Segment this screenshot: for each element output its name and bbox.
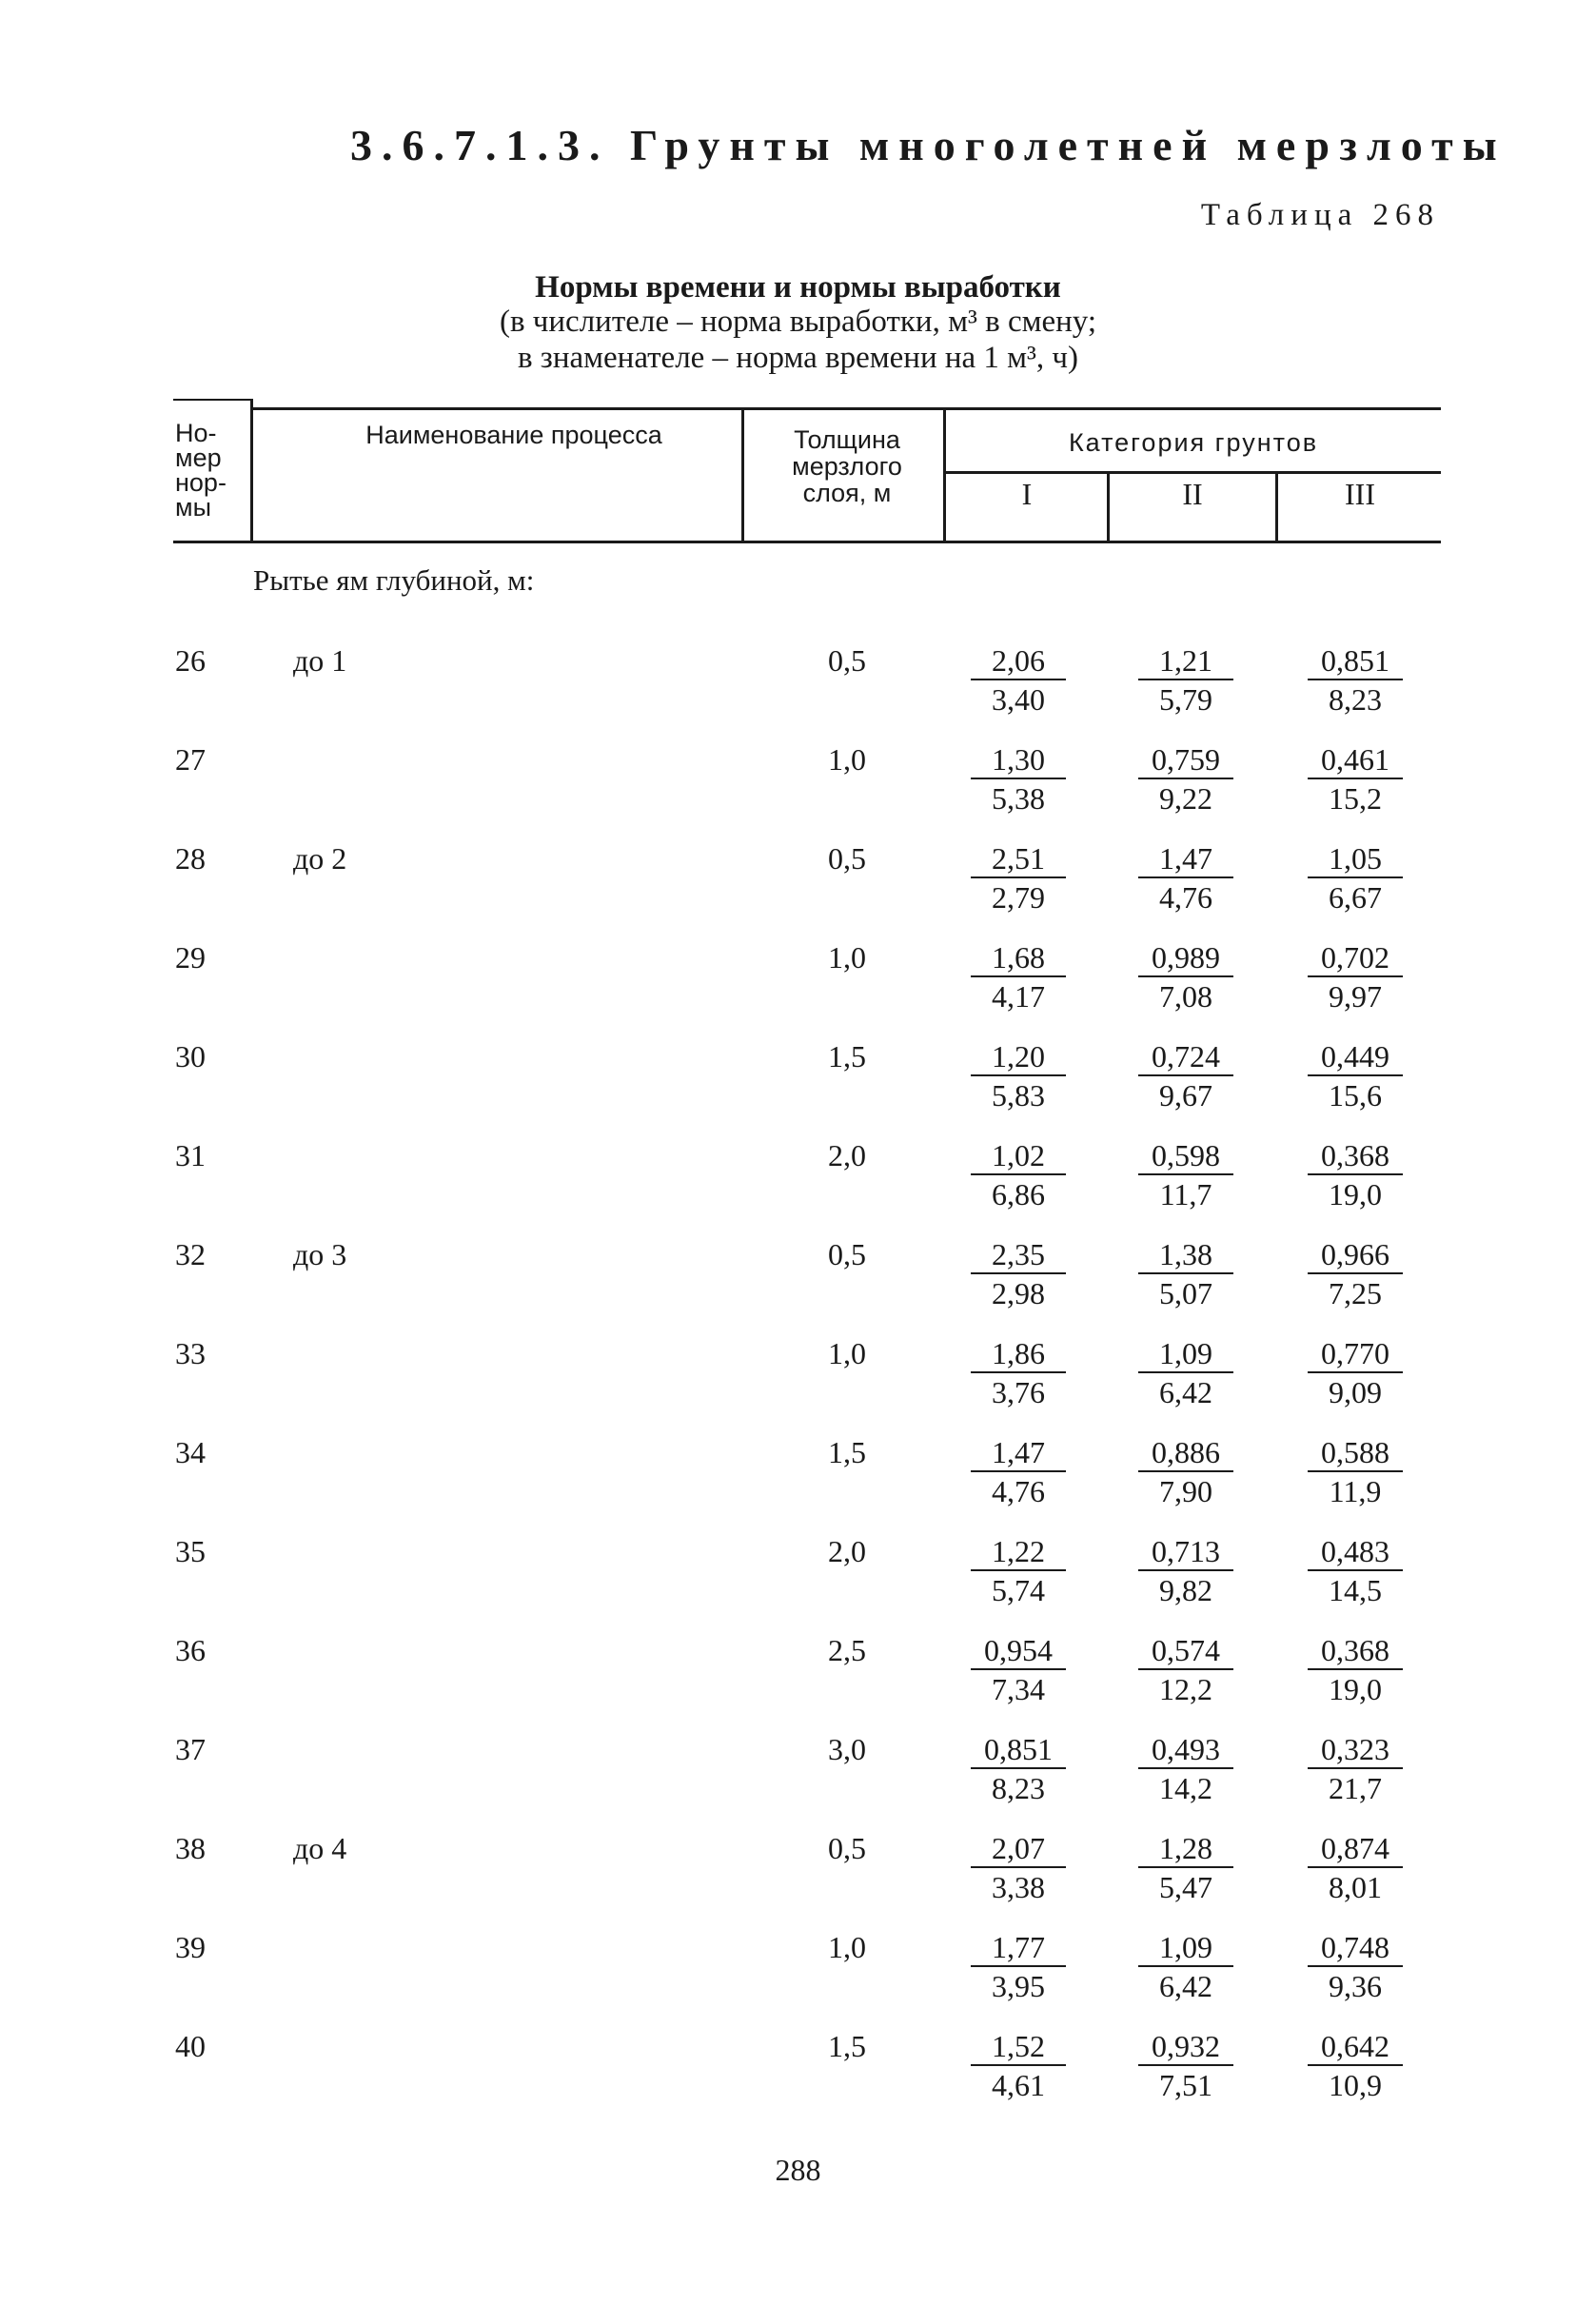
table-row [0, 1435, 1596, 1534]
output-rate: 0,588 [1308, 1435, 1403, 1472]
norm-number: 31 [175, 1138, 206, 1172]
norm-number: 38 [175, 1831, 206, 1865]
category-i-value [971, 841, 1066, 915]
time-rate: 7,08 [1159, 979, 1212, 1014]
time-rate: 3,76 [992, 1375, 1045, 1409]
frozen-layer-thickness: 2,5 [828, 1633, 866, 1667]
time-rate: 5,47 [1159, 1870, 1212, 1904]
norm-number: 28 [175, 841, 206, 876]
table-row [0, 1039, 1596, 1138]
page-number: 288 [775, 2153, 821, 2187]
table-header-bottom-rule [173, 541, 1441, 543]
time-rate: 11,7 [1159, 1177, 1212, 1211]
norm-number: 40 [175, 2029, 206, 2063]
time-rate: 14,2 [1159, 1771, 1212, 1805]
output-rate: 1,21 [1138, 643, 1233, 680]
table-row [0, 1831, 1596, 1930]
header-thickness-line: Толщина [794, 425, 900, 454]
time-rate: 3,40 [992, 682, 1045, 717]
time-rate: 14,5 [1329, 1573, 1382, 1607]
table-caption-title: Нормы времени и нормы выработки [535, 270, 1061, 305]
category-i-value [971, 1039, 1066, 1113]
time-rate: 19,0 [1329, 1177, 1382, 1211]
time-rate: 19,0 [1329, 1672, 1382, 1706]
category-ii-value [1138, 841, 1233, 915]
category-iii-value [1308, 1831, 1403, 1904]
output-rate: 1,30 [971, 742, 1066, 779]
time-rate: 5,79 [1159, 682, 1212, 717]
time-rate: 4,76 [1159, 880, 1212, 915]
output-rate: 1,47 [971, 1435, 1066, 1472]
category-ii-value [1138, 1336, 1233, 1409]
output-rate: 1,38 [1138, 1237, 1233, 1274]
norm-number: 27 [175, 742, 206, 777]
output-rate: 0,886 [1138, 1435, 1233, 1472]
output-rate: 0,642 [1308, 2029, 1403, 2066]
category-ii-value [1138, 2029, 1233, 2102]
table-row [0, 2029, 1596, 2128]
table-row [0, 1237, 1596, 1336]
output-rate: 1,77 [971, 1930, 1066, 1967]
frozen-layer-thickness: 0,5 [828, 1237, 866, 1271]
table-row [0, 841, 1596, 940]
header-process: Наименование процесса [365, 421, 662, 449]
header-number-line: мер [175, 443, 222, 472]
category-iii-value [1308, 940, 1403, 1014]
section-title: 3.6.7.1.3. Грунты многолетней мерзлоты [350, 121, 1507, 169]
category-i-value [971, 1138, 1066, 1211]
category-i-value [971, 643, 1066, 717]
category-ii-value [1138, 1435, 1233, 1508]
output-rate: 0,874 [1308, 1831, 1403, 1868]
category-ii-value [1138, 1732, 1233, 1805]
time-rate: 2,98 [992, 1276, 1045, 1310]
process-name: до 3 [293, 1237, 347, 1271]
time-rate: 3,38 [992, 1870, 1045, 1904]
time-rate: 3,95 [992, 1969, 1045, 2003]
process-name: до 2 [293, 841, 347, 876]
output-rate: 0,493 [1138, 1732, 1233, 1769]
category-i-value [971, 1534, 1066, 1607]
norm-number: 39 [175, 1930, 206, 1964]
time-rate: 10,9 [1329, 2068, 1382, 2102]
category-i-value [971, 1831, 1066, 1904]
output-rate: 0,954 [971, 1633, 1066, 1670]
time-rate: 9,22 [1159, 781, 1212, 816]
output-rate: 1,52 [971, 2029, 1066, 2066]
time-rate: 7,90 [1159, 1474, 1212, 1508]
time-rate: 8,01 [1329, 1870, 1382, 1904]
category-i-value [971, 2029, 1066, 2102]
output-rate: 0,323 [1308, 1732, 1403, 1769]
norm-number: 29 [175, 940, 206, 975]
output-rate: 0,770 [1308, 1336, 1403, 1373]
category-iii-value [1308, 742, 1403, 816]
time-rate: 6,42 [1159, 1969, 1212, 2003]
time-rate: 6,86 [992, 1177, 1045, 1211]
norm-number: 35 [175, 1534, 206, 1568]
time-rate: 4,76 [992, 1474, 1045, 1508]
header-divider-cat-2 [1275, 472, 1278, 542]
header-number-line: нор- [175, 468, 227, 497]
output-rate: 1,86 [971, 1336, 1066, 1373]
category-ii-value [1138, 1138, 1233, 1211]
table-row [0, 1336, 1596, 1435]
time-rate: 7,25 [1329, 1276, 1382, 1310]
category-ii-value [1138, 940, 1233, 1014]
frozen-layer-thickness: 1,0 [828, 742, 866, 777]
output-rate: 0,966 [1308, 1237, 1403, 1274]
header-thickness-line: мерзлого [792, 452, 902, 481]
group-heading: Рытье ям глубиной, м: [253, 563, 535, 597]
frozen-layer-thickness: 1,5 [828, 2029, 866, 2063]
output-rate: 2,51 [971, 841, 1066, 878]
time-rate: 9,09 [1329, 1375, 1382, 1409]
time-rate: 15,6 [1329, 1078, 1382, 1113]
table-top-rule [251, 407, 1441, 410]
category-ii-value [1138, 1039, 1233, 1113]
time-rate: 5,07 [1159, 1276, 1212, 1310]
output-rate: 2,06 [971, 643, 1066, 680]
time-rate: 7,34 [992, 1672, 1045, 1706]
process-name: до 1 [293, 643, 347, 678]
output-rate: 0,748 [1308, 1930, 1403, 1967]
header-thickness [752, 426, 942, 506]
output-rate: 1,47 [1138, 841, 1233, 878]
output-rate: 1,28 [1138, 1831, 1233, 1868]
norm-number: 26 [175, 643, 206, 678]
output-rate: 1,22 [971, 1534, 1066, 1571]
time-rate: 5,38 [992, 781, 1045, 816]
category-ii-value [1138, 643, 1233, 717]
output-rate: 0,449 [1308, 1039, 1403, 1076]
time-rate: 6,67 [1329, 880, 1382, 915]
time-rate: 5,83 [992, 1078, 1045, 1113]
frozen-layer-thickness: 0,5 [828, 1831, 866, 1865]
norm-number: 36 [175, 1633, 206, 1667]
category-i-value [971, 742, 1066, 816]
output-rate: 0,702 [1308, 940, 1403, 977]
frozen-layer-thickness: 0,5 [828, 643, 866, 678]
category-i-value [971, 1732, 1066, 1805]
category-i-value [971, 1336, 1066, 1409]
output-rate: 0,713 [1138, 1534, 1233, 1571]
header-thickness-line: слоя, м [802, 479, 892, 507]
output-rate: 0,368 [1308, 1633, 1403, 1670]
frozen-layer-thickness: 2,0 [828, 1138, 866, 1172]
category-i-value [971, 1930, 1066, 2003]
category-ii-value [1138, 1831, 1233, 1904]
category-ii-value [1138, 1930, 1233, 2003]
time-rate: 21,7 [1329, 1771, 1382, 1805]
frozen-layer-thickness: 1,0 [828, 1930, 866, 1964]
table-top-rule-left [173, 399, 253, 401]
time-rate: 15,2 [1329, 781, 1382, 816]
table-row [0, 940, 1596, 1039]
time-rate: 9,67 [1159, 1078, 1212, 1113]
header-category-iii: III [1345, 477, 1375, 511]
time-rate: 8,23 [992, 1771, 1045, 1805]
table-row [0, 643, 1596, 742]
category-iii-value [1308, 1138, 1403, 1211]
time-rate: 12,2 [1159, 1672, 1212, 1706]
header-category: Категория грунтов [1068, 428, 1319, 457]
output-rate: 0,851 [971, 1732, 1066, 1769]
norm-number: 30 [175, 1039, 206, 1073]
time-rate: 4,17 [992, 979, 1045, 1014]
output-rate: 0,989 [1138, 940, 1233, 977]
frozen-layer-thickness: 2,0 [828, 1534, 866, 1568]
category-ii-value [1138, 1534, 1233, 1607]
header-divider-thickness [943, 407, 946, 542]
category-iii-value [1308, 841, 1403, 915]
output-rate: 2,07 [971, 1831, 1066, 1868]
header-category-ii: II [1182, 477, 1203, 511]
output-rate: 1,09 [1138, 1930, 1233, 1967]
category-iii-value [1308, 1534, 1403, 1607]
output-rate: 0,368 [1308, 1138, 1403, 1175]
time-rate: 11,9 [1329, 1474, 1382, 1508]
category-ii-value [1138, 742, 1233, 816]
category-i-value [971, 1435, 1066, 1508]
category-i-value [971, 940, 1066, 1014]
category-iii-value [1308, 1237, 1403, 1310]
output-rate: 1,05 [1308, 841, 1403, 878]
output-rate: 0,461 [1308, 742, 1403, 779]
time-rate: 5,74 [992, 1573, 1045, 1607]
time-rate: 8,23 [1329, 682, 1382, 717]
category-i-value [971, 1633, 1066, 1706]
norm-number: 32 [175, 1237, 206, 1271]
table-row [0, 1633, 1596, 1732]
category-ii-value [1138, 1633, 1233, 1706]
category-iii-value [1308, 2029, 1403, 2102]
frozen-layer-thickness: 3,0 [828, 1732, 866, 1766]
output-rate: 0,724 [1138, 1039, 1233, 1076]
time-rate: 6,42 [1159, 1375, 1212, 1409]
category-subheader-rule [946, 471, 1441, 474]
frozen-layer-thickness: 1,5 [828, 1435, 866, 1469]
frozen-layer-thickness: 1,0 [828, 1336, 866, 1370]
category-iii-value [1308, 1732, 1403, 1805]
header-category-i: I [1021, 477, 1033, 511]
output-rate: 0,851 [1308, 643, 1403, 680]
table-row [0, 1534, 1596, 1633]
output-rate: 1,02 [971, 1138, 1066, 1175]
category-iii-value [1308, 1633, 1403, 1706]
time-rate: 9,97 [1329, 979, 1382, 1014]
norm-number: 33 [175, 1336, 206, 1370]
category-iii-value [1308, 1336, 1403, 1409]
category-i-value [971, 1237, 1066, 1310]
frozen-layer-thickness: 1,5 [828, 1039, 866, 1073]
table-row [0, 1930, 1596, 2029]
time-rate: 4,61 [992, 2068, 1045, 2102]
time-rate: 9,82 [1159, 1573, 1212, 1607]
table-row [0, 1138, 1596, 1237]
process-name: до 4 [293, 1831, 347, 1865]
frozen-layer-thickness: 0,5 [828, 841, 866, 876]
category-iii-value [1308, 1039, 1403, 1113]
header-number-line: Но- [175, 419, 217, 447]
category-iii-value [1308, 1930, 1403, 2003]
table-caption-numerator-note: (в числителе – норма выработки, м³ в смену; [499, 305, 1097, 339]
norm-number: 34 [175, 1435, 206, 1469]
header-number [175, 421, 251, 520]
table-row [0, 742, 1596, 841]
output-rate: 1,20 [971, 1039, 1066, 1076]
frozen-layer-thickness: 1,0 [828, 940, 866, 975]
header-number-line: мы [175, 493, 211, 522]
output-rate: 1,68 [971, 940, 1066, 977]
output-rate: 1,09 [1138, 1336, 1233, 1373]
output-rate: 0,932 [1138, 2029, 1233, 2066]
time-rate: 7,51 [1159, 2068, 1212, 2102]
output-rate: 0,759 [1138, 742, 1233, 779]
time-rate: 2,79 [992, 880, 1045, 915]
category-iii-value [1308, 643, 1403, 717]
category-ii-value [1138, 1237, 1233, 1310]
category-iii-value [1308, 1435, 1403, 1508]
table-label: Таблица 268 [1200, 198, 1440, 232]
output-rate: 2,35 [971, 1237, 1066, 1274]
output-rate: 0,574 [1138, 1633, 1233, 1670]
output-rate: 0,598 [1138, 1138, 1233, 1175]
time-rate: 9,36 [1329, 1969, 1382, 2003]
table-caption-denominator-note: в знаменателе – норма времени на 1 м³, ч) [517, 341, 1079, 375]
table-row [0, 1732, 1596, 1831]
output-rate: 0,483 [1308, 1534, 1403, 1571]
norm-number: 37 [175, 1732, 206, 1766]
